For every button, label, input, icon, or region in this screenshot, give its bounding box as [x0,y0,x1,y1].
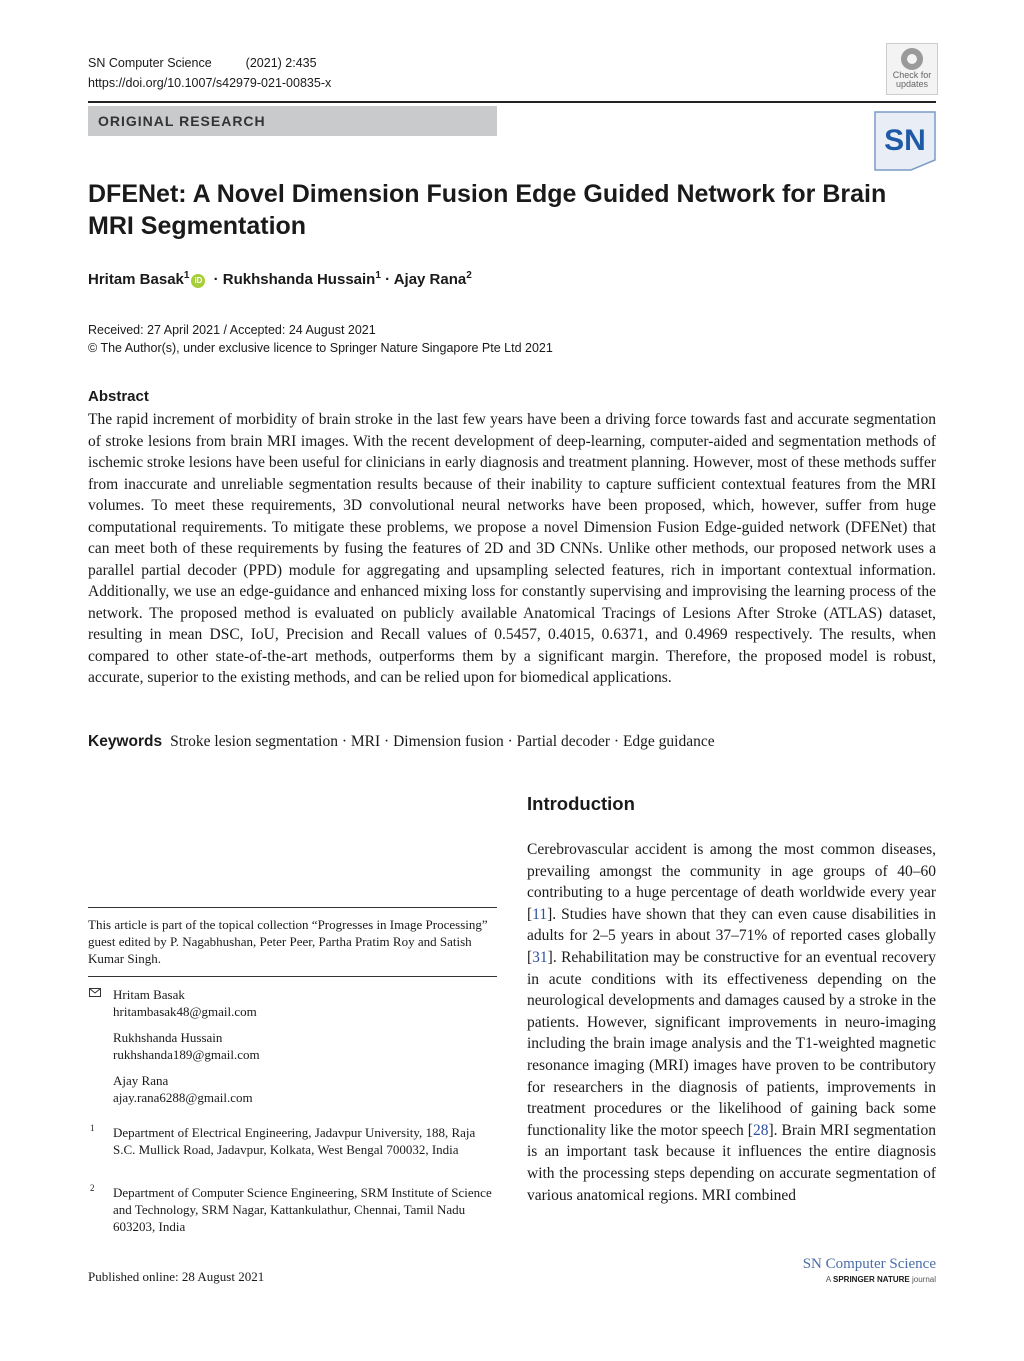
doi-link[interactable]: https://doi.org/10.1007/s42979-021-00835-x [88,76,332,90]
author-name[interactable]: Hritam Basak [88,271,184,288]
intro-text-segment: ]. Studies have shown that they can even cause disabilities in adults for 2–5 years in about 37–71% of reported cases globally [ [527,905,936,966]
section-label: ORIGINAL RESEARCH [98,113,266,129]
journal-citation [88,56,317,70]
affiliation-text: Department of Electrical Engineering, Jadavpur University, 188, Raja S.C. Mullick Road, Jadavpur, Kolkata, West Bengal 700032, India [113,1125,476,1157]
publisher-name: SPRINGER NATURE [833,1275,910,1284]
contact-email[interactable]: ajay.rana6288@gmail.com [113,1090,253,1105]
keywords-label: Keywords [88,733,163,750]
citation-link[interactable]: 31 [532,948,548,966]
section-banner [88,106,497,136]
affiliation-number: 2 [90,1183,95,1193]
check-updates-label: Check for updates [892,70,932,89]
footer-prefix: A [825,1275,831,1284]
footer-journal-name: SN Computer Science [802,1256,936,1272]
abstract-heading: Abstract [88,388,149,405]
affiliation-text: Department of Computer Science Engineering, SRM Institute of Science and Technology, SRM Nagar, Kattankulathur, Chennai, Tamil Nadu 603203, India [113,1185,492,1234]
sn-journal-logo [873,110,937,172]
footer-suffix: journal [911,1275,936,1284]
envelope-icon [89,988,101,997]
author-affiliation: 1 [183,270,190,281]
author-affiliation: 2 [466,270,472,281]
received-dates: Received: 27 April 2021 / Accepted: 24 August 2021 [88,323,376,337]
paper-title: DFENet: A Novel Dimension Fusion Edge Guided Network for Brain MRI Segmentation [88,180,887,240]
abstract-text: The rapid increment of morbidity of brain stroke in the last few years have been a driving force towards fast and accurate segmentation of stroke lesions from brain MRI images. With the recent development of deep-learning, computer-aided and segmentation methods of ischemic stroke lesions have been useful for clinicians in early diagnosis and treatment planning. However, most of these methods suffer from inaccurate and unreliable segmentation results because of their inability to capture sufficient contextual features from the MRI volumes. To meet these requirements, 3D convolutional neural networks have been proposed, which, however, suffer from huge computational requirements. To mitigate these problems, we propose a novel Dimension Fusion Edge-guided network (DFENet) that can meet both of these requirements by fusing the features of 2D and 3D CNNs. Unlike other methods, our proposed network uses a parallel partial decoder (PPD) module for aggregating and upsampling selected features, rich in important contextual information. Additionally, we use an edge-guidance and enhanced mixing loss for constantly supervising and improvising the learning process of the network. The proposed method is evaluated on publicly available Anatomical Tracings of Lesions After Stroke (ATLAS) dataset, resulting in mean DSC, IoU, Precision and Recall values of 0.5457, 0.4015, 0.6371, and 0.4969 respectively. The results, when compared to other state-of-the-art methods, outperforms them by a significant margin. Therefore, the proposed model is robust, accurate, superior to the existing methods, and can be relied upon for biomedical applications. [88,411,936,686]
author-separator: · [213,271,219,288]
orcid-icon[interactable]: iD [191,274,205,288]
contact-name: Rukhshanda Hussain [113,1030,223,1045]
keywords [88,733,936,751]
check-for-updates-button[interactable] [886,43,938,95]
contact-email[interactable]: rukhshanda189@gmail.com [113,1047,260,1062]
intro-text-segment: ]. Rehabilitation may be constructive for an eventual recovery in acute conditions with its effectiveness depending on the neurological developments and damages caused by a stroke in the patients. However, significant improvements in neuro-imaging including the brain image analysis and the T1-weighted magnetic resonance imaging (MRI) images have proven to be contributory for researchers in the diagnosis of patients, improvements in treatment procedures or the likelihood of gaining back some functionality like the motor speech [ [527,948,936,1139]
introduction-heading: Introduction [527,793,635,814]
contact-email[interactable]: hritambasak48@gmail.com [113,1004,257,1019]
collection-note: This article is part of the topical collection “Progresses in Image Processing” guest edited by P. Nagabhushan, Peter Peer, Partha Pratim Roy and Satish Kumar Singh. [88,917,488,966]
contact-name: Hritam Basak [113,987,185,1002]
affiliation-number: 1 [90,1123,95,1133]
footnote-rule [88,976,497,977]
footnote-rule [88,907,497,908]
citation-link[interactable]: 28 [752,1121,769,1139]
journal-volume: (2021) 2:435 [245,56,317,70]
author-name[interactable]: Ajay Rana [393,271,467,288]
logo-text: SN [884,124,926,157]
published-date: Published online: 28 August 2021 [88,1269,265,1284]
contact-name: Ajay Rana [113,1073,169,1088]
header-rule [88,101,936,103]
keywords-list: Stroke lesion segmentation · MRI · Dimension fusion · Partial decoder · Edge guidance [170,733,715,750]
author-affiliation: 1 [375,270,381,281]
citation-link[interactable]: 11 [532,905,548,923]
introduction-text [527,839,936,1206]
footer-publisher [700,1275,936,1284]
author-list [88,270,472,288]
author-name[interactable]: Rukhshanda Hussain [222,271,376,288]
journal-name: SN Computer Science [88,56,212,70]
intro-text-segment: Cerebrovascular accident is among the most common diseases, prevailing amongst the community in age groups of 40–60 contributing to a huge percentage of death worldwide every year [ [527,841,936,923]
intro-text-segment: ]. Brain MRI segmentation is an important task because it influences the entire diagnosis with the processing steps depending on accurate segmentation of various anatomical regions. MRI combined [527,1121,936,1204]
author-separator: · [385,271,391,288]
copyright-notice: © The Author(s), under exclusive licence to Springer Nature Singapore Pte Ltd 2021 [88,341,553,355]
